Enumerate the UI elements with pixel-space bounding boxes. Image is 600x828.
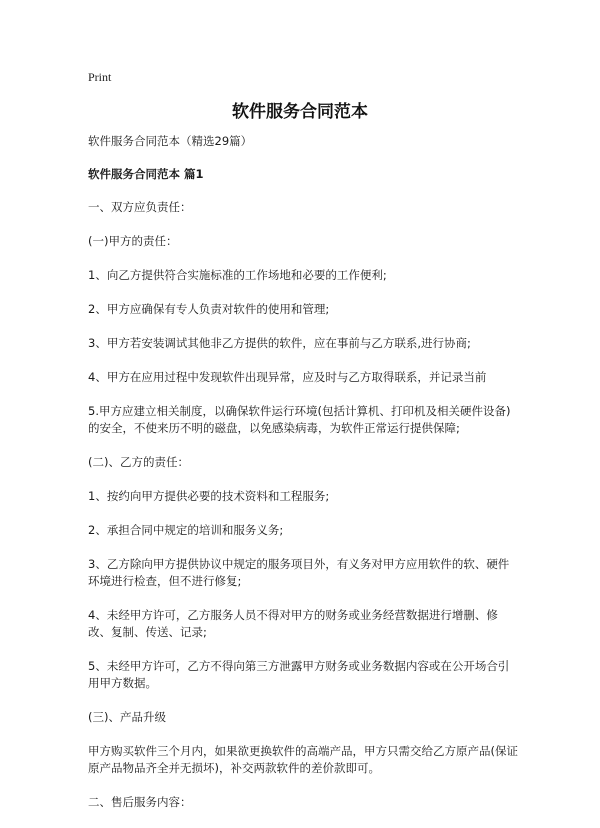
paragraph-party-a-item-1: 1、向乙方提供符合实施标准的工作场地和必要的工作便利;: [88, 268, 387, 282]
print-link[interactable]: Print: [88, 70, 112, 84]
paragraph-party-b-item-1: 1、按约向甲方提供必要的技术资料和工程服务;: [88, 489, 330, 503]
paragraph-subheading-party-b: (二)、乙方的责任：: [88, 455, 189, 469]
paragraph-upgrade-body: 甲方购买软件三个月内，如果欲更换软件的高端产品，甲方只需交给乙方原产品(保证原产品物品齐全并无损坏)，补交两款软件的差价款即可。: [88, 744, 518, 775]
paragraph-subheading-upgrade: (三)、产品升级: [88, 710, 166, 724]
document-title: 软件服务合同范本: [232, 102, 368, 122]
paragraph-party-b-item-5: 5、未经甲方许可，乙方不得向第三方泄露甲方财务或业务数据内容或在公开场合引用甲方数据。: [88, 659, 510, 690]
document-body: [88, 133, 520, 828]
paragraph-party-b-item-3: 3、乙方除向甲方提供协议中规定的服务项目外，有义务对甲方应用软件的软、硬件环境进行检查，但不进行修复;: [88, 557, 510, 588]
section-heading: 软件服务合同范本 篇1: [88, 167, 204, 181]
paragraph-party-b-item-4: 4、未经甲方许可，乙方服务人员不得对甲方的财务或业务经营数据进行增删、修改、复制、传送、记录;: [88, 608, 498, 639]
paragraph-party-a-item-5: 5.甲方应建立相关制度，以确保软件运行环境(包括计算机、打印机及相关硬件设备)的安全，不使来历不明的磁盘，以免感染病毒，为软件正常运行提供保障;: [88, 404, 511, 435]
paragraph-party-b-item-2: 2、承担合同中规定的培训和服务义务;: [88, 523, 284, 537]
paragraph-party-a-item-2: 2、甲方应确保有专人负责对软件的使用和管理;: [88, 302, 330, 316]
paragraph-heading-after-sales: 二、售后服务内容：: [88, 795, 192, 809]
paragraph-party-a-item-4: 4、甲方在应用过程中发现软件出现异常，应及时与乙方取得联系，并记录当前: [88, 370, 487, 384]
document-subtitle: 软件服务合同范本（精选29篇）: [88, 134, 253, 148]
paragraph-heading-responsibilities: 一、双方应负责任：: [88, 200, 192, 214]
paragraph-subheading-party-a: (一)甲方的责任：: [88, 234, 178, 248]
paragraph-party-a-item-3: 3、甲方若安装调试其他非乙方提供的软件，应在事前与乙方联系,进行协商;: [88, 336, 471, 350]
